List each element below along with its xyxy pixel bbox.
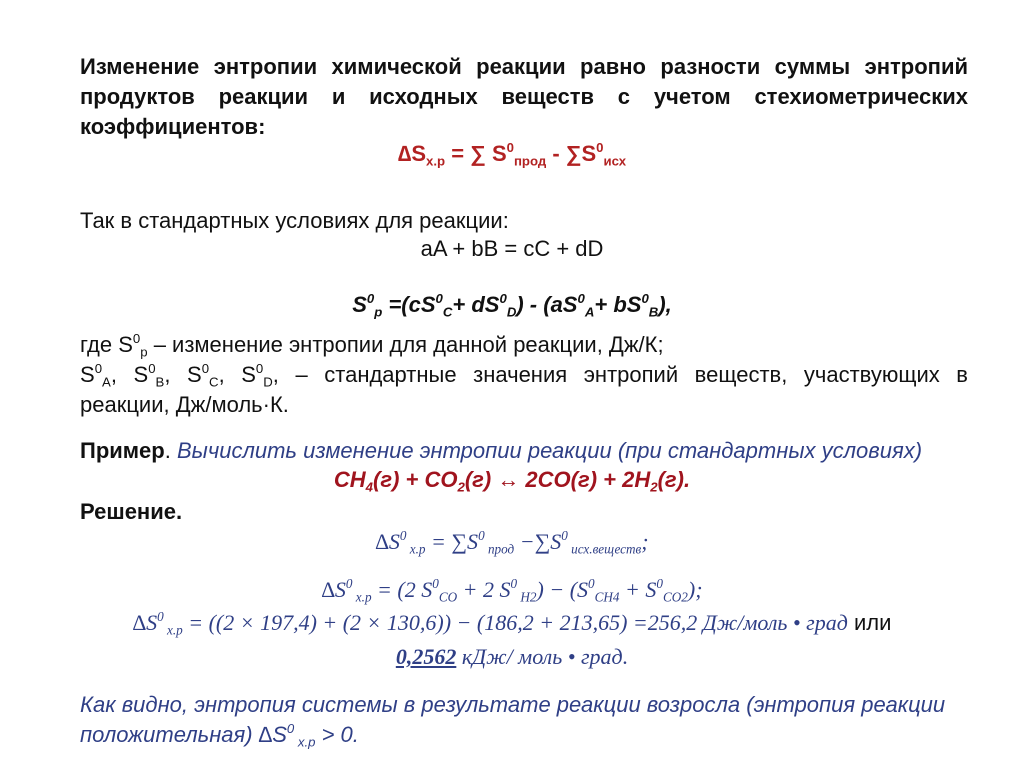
solution-formula-1: $\Delta S^0$ $_{х.р} = \sum S^0$ $_{прод} -\sum S^0$ $_{исх.веществ}$;	[375, 527, 649, 557]
standard-entropy-formula: $S^0_p =(cS^0_C+ dS^0_D) - (aS^0_A+ bS^0_B)$,	[352, 290, 672, 320]
entropy-difference-formula: $\Delta S_{х.р}$ = ∑ $S^0_{прод} - \sum S^0_{исх}$	[397, 139, 627, 169]
example-task: Вычислить изменение энтропии реакции (при стандартных условиях)	[176, 438, 923, 463]
definition-line-3: реакции, Дж/моль·К.	[80, 392, 289, 417]
result-value: 0,2562	[395, 644, 457, 669]
example-reaction: $CH_4(г) + CO_2(г)$ ↔ $2CO(г) + 2H_2(г)$.	[333, 467, 691, 495]
intro-line-1: Изменение энтропии химической реакции равно разности суммы энтропий	[80, 54, 968, 79]
general-reaction: aA + bB = cC + dD	[420, 236, 604, 261]
definition-line-2: $S^0_A$, $S^0_B$, $S^0_C$, $S^0_D$, – стандартные значения энтропий веществ, участвующих в	[80, 360, 968, 390]
example-heading: Пример. Вычислить изменение энтропии реакции (при стандартных условиях)	[80, 438, 923, 463]
intro-line-3: коэффициентов:	[80, 114, 266, 139]
solution-formula-2: $\Delta S^0$ $_{х.р}$ = (2 $S^0_{CO} + 2$ $S^0$ $_{H2}) - (S^0_{CH4} + S^0_{CO2})$;	[321, 575, 703, 605]
example-label: Пример	[80, 438, 165, 463]
solution-result: 0,2562 кДж/ моль • град.	[395, 644, 629, 669]
conclusion-line-2: положительная) $\Delta S^0$ $_{х.р}$ > 0.	[80, 720, 359, 750]
solution-label: Решение.	[80, 499, 183, 524]
conclusion-line-1: Как видно, энтропия системы в результате реакции возросла (энтропия реакции	[80, 692, 946, 717]
intro-line-2: продуктов реакции и исходных веществ с учетом стехиометрических	[80, 84, 968, 109]
definitions-paragraph	[80, 330, 968, 420]
standard-conditions-text: Так в стандартных условиях для реакции:	[80, 208, 509, 233]
definition-line-1: где $S^0_р$ – изменение энтропии для данной реакции, Дж/К;	[80, 330, 664, 360]
solution-formula-3: $\Delta S^0$ $_{х.р}$ = ((2 × 197,4) + (2 × 130,6)) − (186,2 + 213,65) =256,2 Дж/моль • град или	[132, 608, 892, 638]
conclusion-paragraph	[80, 690, 980, 750]
intro-paragraph	[80, 52, 968, 142]
